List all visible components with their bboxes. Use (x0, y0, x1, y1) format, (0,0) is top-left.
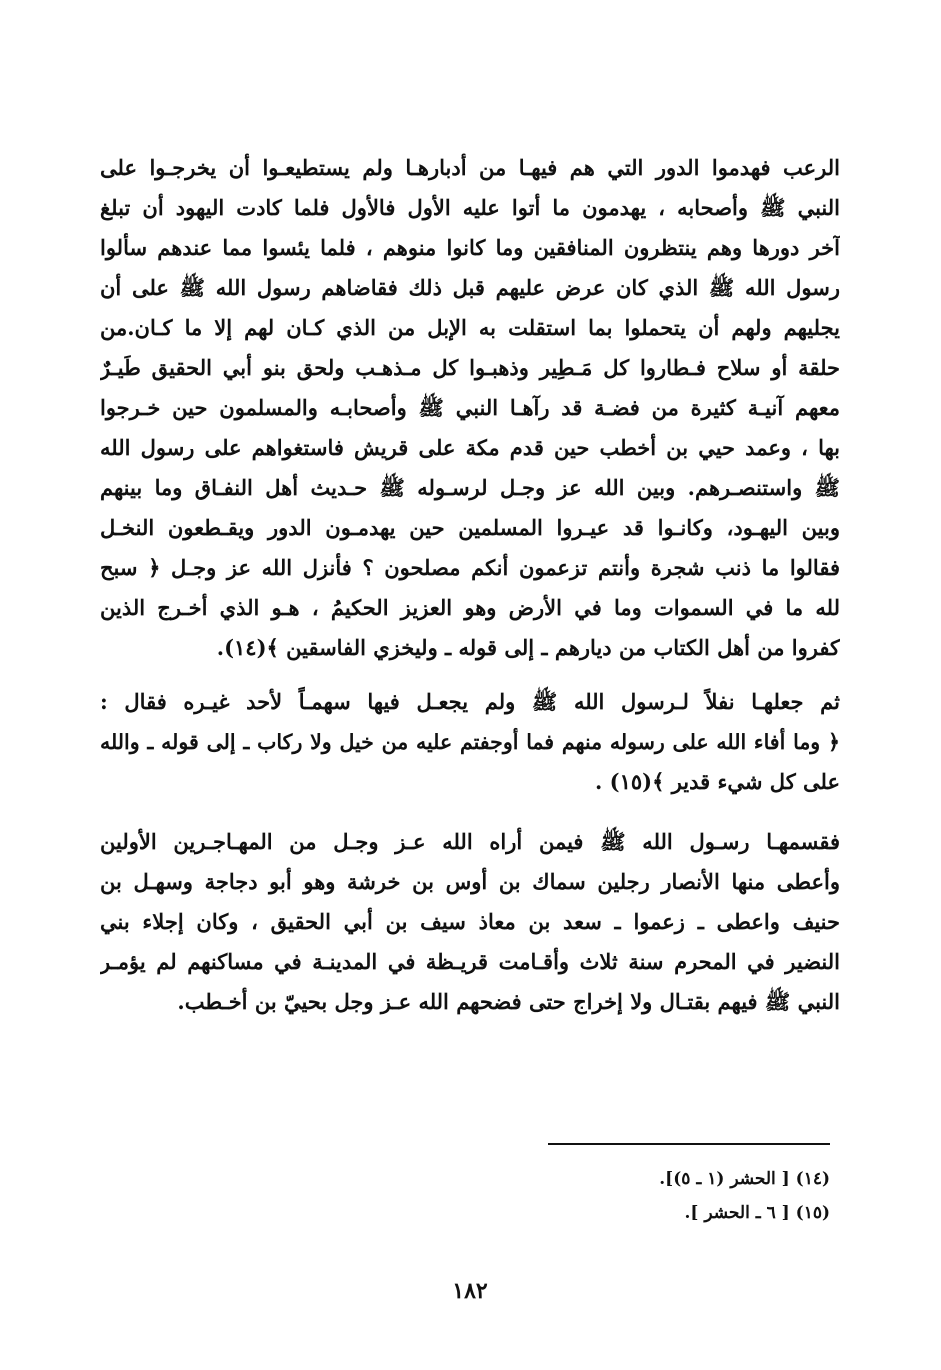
text-line: يجليهم ولهم أن يتحملوا بما استقلت به الإبل من الذي كـان لهم إلا ما كـان.من (100, 315, 840, 340)
text-line: معهم آنيـة كثيرة من فضـة قد رآهـا النبي ﷺ وأصحابـه والمسلمون حين خـرجوا (100, 395, 840, 420)
page-number: ١٨٢ (452, 1278, 488, 1304)
text-line: ﷺ واستنصـرهم. وبين الله عز وجـل لرسـوله ﷺ حـديث أهل النفـاق وما بينهم (100, 475, 840, 500)
footnotes (400, 1163, 830, 1231)
main-text (100, 148, 840, 1022)
paragraph (100, 148, 840, 668)
footnote-divider (548, 1143, 830, 1145)
footnote: (١٤) [ الحشر (١ ـ ٥)]. (659, 1169, 830, 1189)
paragraph (100, 682, 840, 802)
text-line: النضير في المحرم سنة ثلاث وأقـامت قريـظة في المدينـة في مساكنهم لم يؤمـر (100, 949, 840, 974)
text-line: على كل شيء قدير ﴾(١٥) . (595, 769, 840, 794)
text-line: ثم جعلهـا نفلاً لـرسول الله ﷺ ولم يجعـل فيها سهمـاً لأحد غيـره فقال : (100, 689, 840, 714)
text-line: كفروا من أهل الكتاب من ديارهم ـ إلى قوله ـ وليخزي الفاسقين ﴾(١٤). (216, 635, 840, 660)
text-line: فقسمهـا رسـول الله ﷺ فيمن أراه الله عـز وجـل من المهـاجـرين الأولين (100, 829, 840, 854)
text-line: وأعطى منها الأنصار رجلين سماك بن أوس بن خرشة وهو أبو دجاجة وسهـل بن (100, 869, 840, 894)
text-line: بها ، وعمد حيي بن أخطب حين قدم مكة على قريش فاستغواهم على رسول الله (100, 435, 840, 460)
text-line: آخر دورها وهم ينتظرون المنافقين وما كانوا منوهم ، فلما يئسوا مما عندهم سألوا (100, 235, 840, 260)
paragraph-spacer (100, 668, 840, 682)
text-line: رسول الله ﷺ الذي كان عرض عليهم قبل ذلك فقاضاهم رسول الله ﷺ على أن (100, 275, 840, 300)
footnote: (١٥) [ ٦ ـ الحشر ]. (684, 1203, 830, 1223)
text-line: فقالوا ما ذنب شجرة وأنتم تزعمون أنكم مصلحون ؟ فأنزل الله عز وجـل ﴿ سبح (100, 555, 840, 580)
text-line: النبي ﷺ وأصحابه ، يهدمون ما أتوا عليه الأول فالأول فلما كادت اليهود أن تبلغ (100, 195, 840, 220)
text-line: حلقة أو سلاح فـطاروا كل مَـطِير وذهبـوا كل مـذهـب ولحق بنو أبي الحقيق طَيـرٌ (100, 355, 840, 380)
text-line: لله ما في السموات وما في الأرض وهو العزيز الحكيمُ ، هـو الذي أخـرج الذين (100, 595, 840, 620)
text-line: وبين اليهـود، وكانـوا قد عيـروا المسلمين حين يهدمـون الدور ويقـطعون النخـل (100, 515, 840, 540)
paragraph-spacer (100, 802, 840, 822)
text-line: النبي ﷺ فيهم بقتـال ولا إخراج حتى فضحهم الله عـز وجل بحييّ بن أخـطب. (177, 989, 840, 1014)
paragraph (100, 822, 840, 1022)
text-line: حنيف واعطى ـ زعموا ـ سعد بن معاذ سيف بن أبي الحقيق ، وكان إجلاء بني (100, 909, 840, 934)
text-line: ﴿ وما أفاء الله على رسوله منهم فما أوجفتم عليه من خيل ولا ركاب ـ إلى قوله ـ والله (100, 730, 840, 754)
text-line: الرعب فهدموا الدور التي هم فيهـا من أدبارهـا ولم يستطيعـوا أن يخرجـوا على (100, 155, 840, 180)
